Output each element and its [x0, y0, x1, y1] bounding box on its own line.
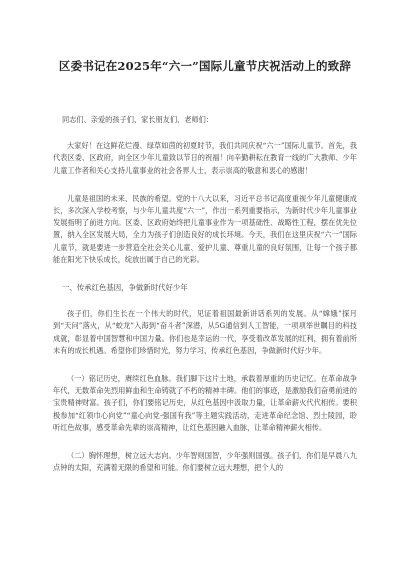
greeting: 同志们、亲爱的孩子们、家长朋友们、老师们： [62, 115, 213, 124]
subsection-history: （一）铭记历史，赓续红色血脉。我们脚下这片土地，承载着厚重的历史记忆。在革命战争年代，无数革命先烈用鲜血和生命铸就了不朽的精神丰碑。他们的事迹，是激励我们奋勇前进的宝贵精神财富。孩子们，你们要铭记历史，从红色基因中汲取力量，让革命薪火代代相传。要积极参加“红领巾心向党”“童心向党·强国有我”等主题实践活动，走进革命纪念馆、烈士陵园，聆听红色故事，感受革命先辈的崇高精神，让红色基因融入血脉，让革命精神薪火相传。 [53, 374, 357, 432]
subsection-ideals: （二）胸怀理想，树立远大志向。少年智则国智，少年强则国强。孩子们，你们是早晨八九点钟的太阳，充满着无限的希望和可能。你们要树立远大理想，把个人的 [53, 451, 357, 473]
section-paragraph: 孩子们，你们生长在一个伟大的时代，见证着祖国最新讲话系列的发展。从“嫦娥”探月到“天问”落火，从“蛟龙”入海到“奋斗者”深潜，从5G通信到人工智能，一项项举世瞩目的科技成就，彰显着中国智慧和中国力量。你们也是幸运的一代，享受着改革发展的红利，拥有着前所未有的成长机遇。希望你们珍惜时光，努力学习，传承红色基因，争做新时代好少年。 [53, 309, 357, 355]
section-heading: 一、传承红色基因，争做新时代好少年 [62, 283, 188, 293]
document-title: 区委书记在2025年“六一”国际儿童节庆祝活动上的致辞 [58, 59, 352, 73]
paragraph-background: 儿童是祖国的未来、民族的希望。党的十八大以来，习近平总书记高度重视少年儿童健康成长，多次深入学校考察，与少年儿童共度“六一”，作出一系列重要指示，为新时代少年儿童事业发展指明了前进方向。区委、区政府始终把儿童事业作为一项基础性、战略性工程，摆在优先位置，纳入全区发展大局，全力为孩子们创造良好的成长环境。今天，我们在这里庆祝“六一”国际儿童节，就是要进一步营造全社会关心儿童、爱护儿童、尊重儿童的良好氛围，让每一个孩子都能在阳光下快乐成长，绽放出属于自己的光彩。 [53, 193, 357, 264]
paragraph-opening: 大家好！在这鲜花烂漫、绿草如茵的初夏时节，我们共同庆祝“六一”国际儿童节。首先，我代表区委、区政府，向全区少年儿童致以节日的祝福！向辛勤耕耘在教育一线的广大教师、少年儿童工作者和关心支持儿童事业的社会各界人士，表示崇高的敬意和衷心的感谢！ [53, 141, 357, 175]
